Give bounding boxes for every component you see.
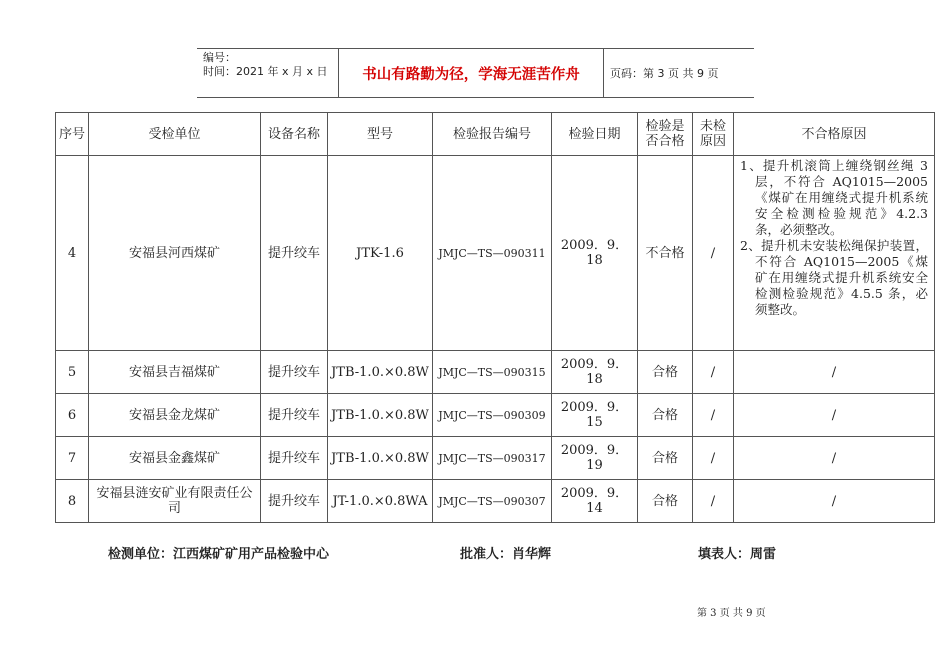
col-header-unchecked: 未检原因	[693, 113, 734, 156]
reason-item-2: 2、提升机未安装松绳保护装置，不符合 AQ1015—2005《煤矿在用缠绕式提升机系统安全检测检验规范》4.5.5 条，必须整改。	[740, 238, 928, 317]
cell-unit: 安福县金龙煤矿	[89, 394, 261, 437]
cell-device: 提升绞车	[261, 437, 328, 480]
col-header-date: 检验日期	[552, 113, 638, 156]
col-header-device: 设备名称	[261, 113, 328, 156]
cell-unchecked: /	[693, 437, 734, 480]
cell-unit: 安福县河西煤矿	[89, 156, 261, 351]
cell-reason: /	[734, 437, 935, 480]
document-time-label: 时间：2021 年 x 月 x 日	[203, 65, 328, 78]
cell-unchecked: /	[693, 156, 734, 351]
cell-reason	[734, 156, 935, 351]
cell-report: JMJC—TS—090317	[433, 437, 552, 480]
cell-date: 2009．9．14	[552, 480, 638, 523]
cell-date: 2009．9．18	[552, 351, 638, 394]
col-header-result: 检验是否合格	[638, 113, 693, 156]
cell-device: 提升绞车	[261, 394, 328, 437]
cell-unit: 安福县金鑫煤矿	[89, 437, 261, 480]
cell-no: 7	[56, 437, 89, 480]
page-header	[197, 48, 754, 98]
inspection-unit: 检测单位：江西煤矿矿用产品检验中心	[108, 547, 330, 562]
cell-date: 2009．9．18	[552, 156, 638, 351]
table-row	[56, 156, 935, 351]
col-header-unit: 受检单位	[89, 113, 261, 156]
cell-report: JMJC—TS—090311	[433, 156, 552, 351]
cell-report: JMJC—TS—090315	[433, 351, 552, 394]
cell-date: 2009．9．15	[552, 394, 638, 437]
cell-no: 6	[56, 394, 89, 437]
cell-reason: /	[734, 394, 935, 437]
cell-no: 8	[56, 480, 89, 523]
table-row	[56, 351, 935, 394]
cell-device: 提升绞车	[261, 351, 328, 394]
table-row	[56, 437, 935, 480]
approver: 批准人：肖华辉	[460, 547, 552, 562]
cell-report: JMJC—TS—090307	[433, 480, 552, 523]
cell-device: 提升绞车	[261, 156, 328, 351]
page-number: 第 3 页 共 9 页	[697, 608, 766, 619]
reason-item-1: 1、提升机滚筒上缠绕钢丝绳 3 层，不符合 AQ1015—2005《煤矿在用缠绕式提升机系统安全检测检验规范》4.2.3 条，必须整改。	[740, 158, 928, 237]
cell-unchecked: /	[693, 394, 734, 437]
table-row	[56, 480, 935, 523]
col-header-reason: 不合格原因	[734, 113, 935, 156]
cell-model: JTB-1.0.×0.8W	[328, 394, 433, 437]
cell-result: 合格	[638, 480, 693, 523]
table-header-row	[56, 113, 935, 156]
cell-unit: 安福县涟安矿业有限责任公司	[89, 480, 261, 523]
cell-result: 不合格	[638, 156, 693, 351]
cell-unit: 安福县吉福煤矿	[89, 351, 261, 394]
cell-model: JTB-1.0.×0.8W	[328, 351, 433, 394]
col-header-no: 序号	[56, 113, 89, 156]
table-row	[56, 394, 935, 437]
col-header-model: 型号	[328, 113, 433, 156]
cell-report: JMJC—TS—090309	[433, 394, 552, 437]
cell-result: 合格	[638, 351, 693, 394]
cell-no: 5	[56, 351, 89, 394]
document-number-label: 编号：	[203, 51, 236, 64]
cell-result: 合格	[638, 437, 693, 480]
cell-reason: /	[734, 480, 935, 523]
inspection-table	[55, 112, 935, 523]
header-page-code: 页码：第 3 页 共 9 页	[610, 67, 719, 80]
form-filler: 填表人：周雷	[698, 547, 777, 562]
cell-model: JTK-1.6	[328, 156, 433, 351]
cell-date: 2009．9．19	[552, 437, 638, 480]
cell-model: JTB-1.0.×0.8W	[328, 437, 433, 480]
cell-no: 4	[56, 156, 89, 351]
header-meta	[197, 49, 338, 97]
cell-result: 合格	[638, 394, 693, 437]
cell-unchecked: /	[693, 480, 734, 523]
cell-device: 提升绞车	[261, 480, 328, 523]
header-motto: 书山有路勤为径，学海无涯苦作舟	[338, 49, 604, 97]
signature-footer	[108, 543, 808, 561]
cell-reason: /	[734, 351, 935, 394]
cell-model: JT-1.0.×0.8WA	[328, 480, 433, 523]
col-header-report: 检验报告编号	[433, 113, 552, 156]
cell-unchecked: /	[693, 351, 734, 394]
